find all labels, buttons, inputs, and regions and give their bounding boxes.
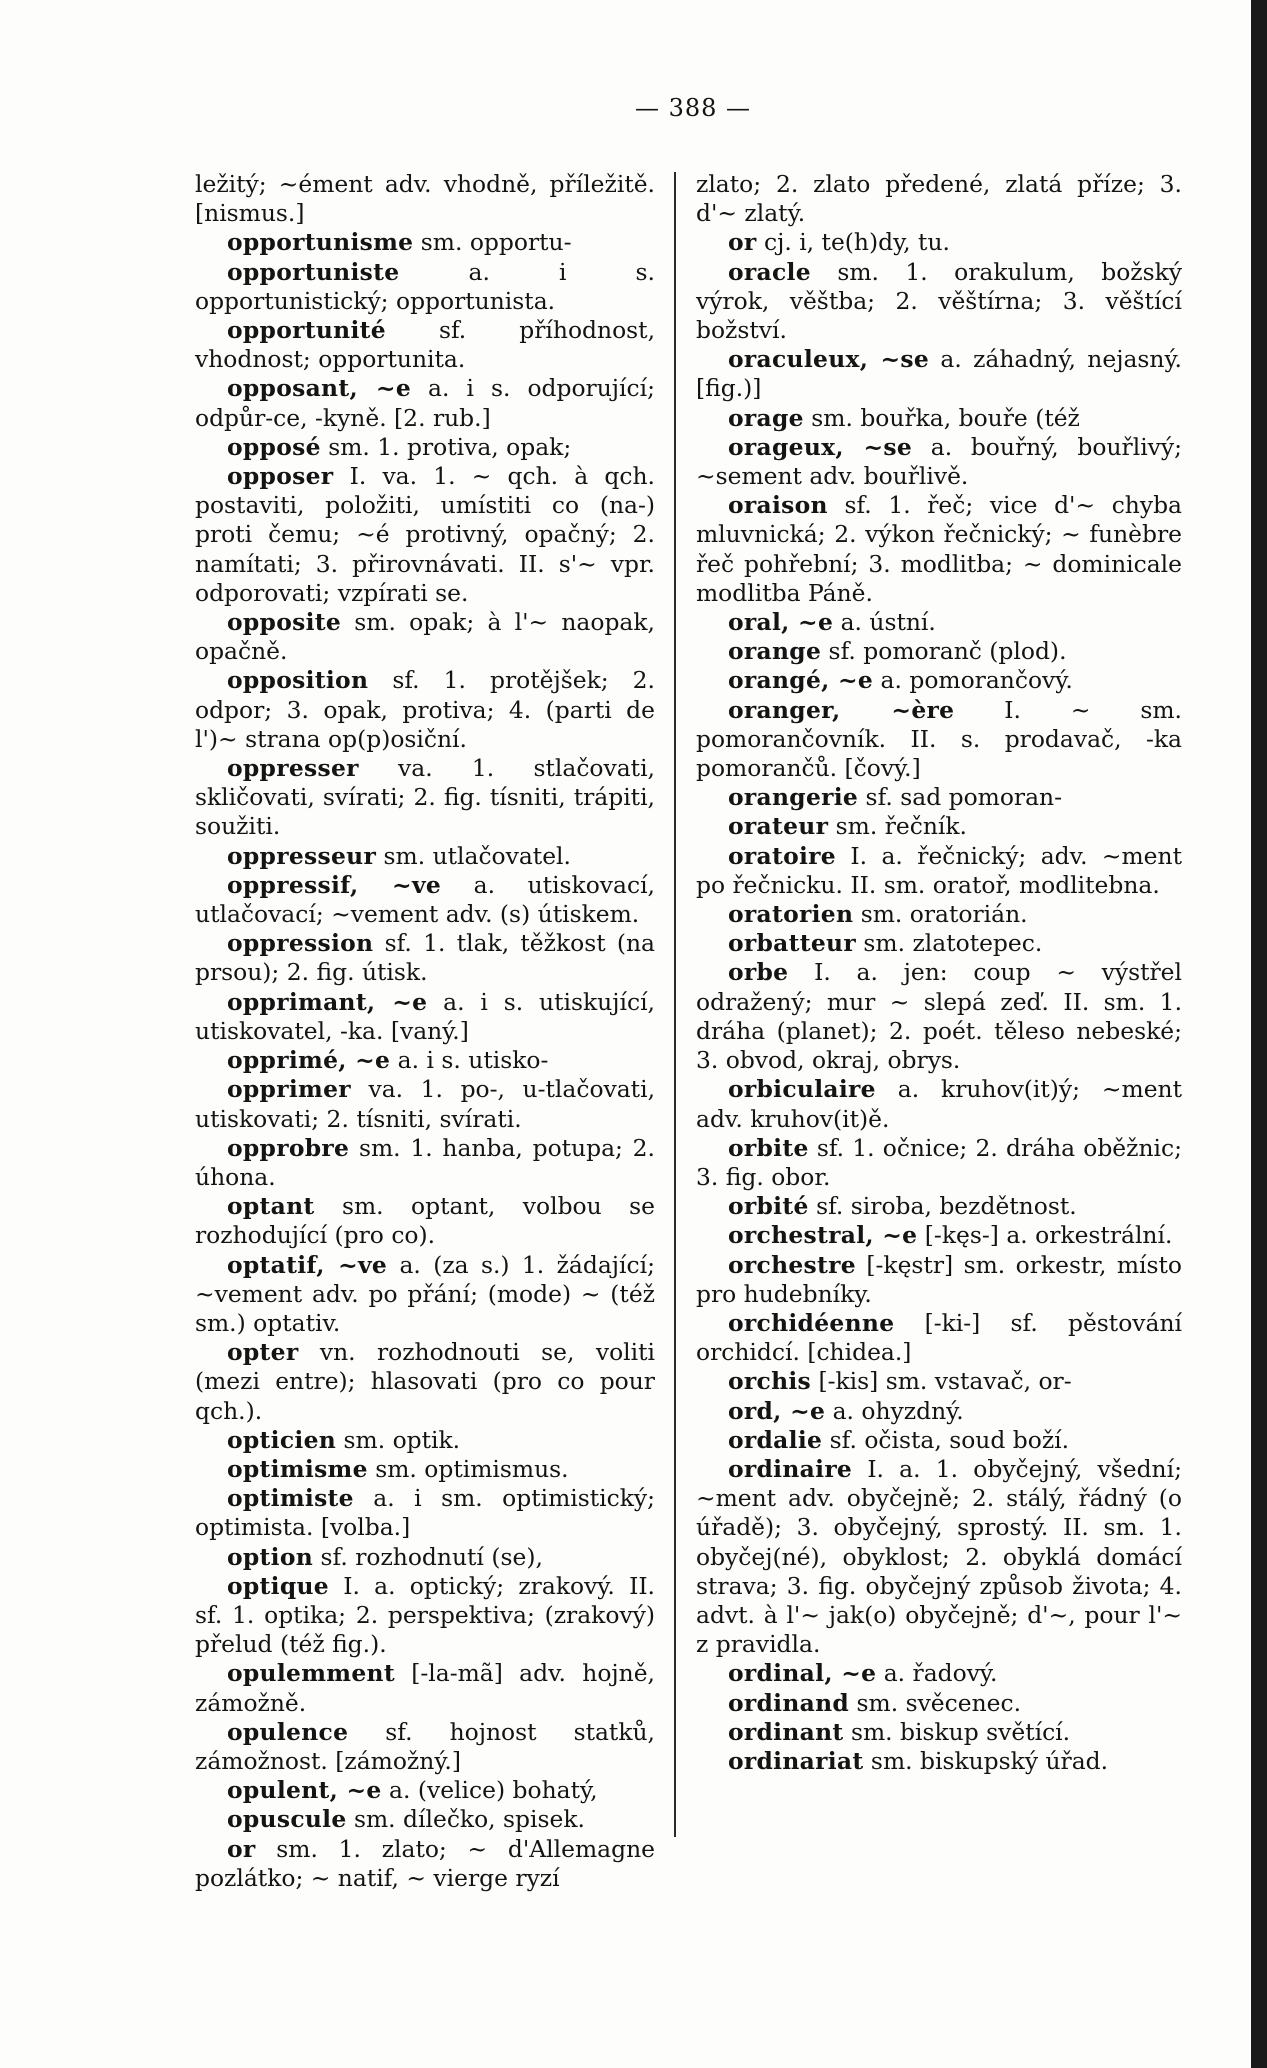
entry-definition: sm. opportu- bbox=[413, 228, 572, 257]
dictionary-entry bbox=[195, 666, 655, 754]
dictionary-entry bbox=[195, 871, 655, 929]
dictionary-entry bbox=[195, 433, 655, 462]
dictionary-entry bbox=[696, 1455, 1182, 1659]
dictionary-entry bbox=[195, 929, 655, 987]
entry-definition: sm. řečník. bbox=[828, 812, 967, 841]
entry-definition: a. i s. odporující; odpůr-ce, -kyně. [2. rub.] bbox=[195, 374, 655, 432]
dictionary-entry bbox=[696, 783, 1182, 812]
entry-definition: a. ohyzdný. bbox=[825, 1396, 964, 1425]
entry-headword: ordinal, ~e bbox=[728, 1659, 877, 1688]
entry-headword: orchis bbox=[728, 1367, 812, 1396]
entry-headword: optimisme bbox=[227, 1454, 368, 1483]
entry-headword: orchidéenne bbox=[728, 1308, 895, 1337]
right-column bbox=[696, 170, 1182, 1776]
entry-headword: opposite bbox=[227, 608, 342, 637]
entry-headword: opposer bbox=[227, 462, 334, 491]
entry-headword: opposé bbox=[227, 432, 321, 461]
entry-headword: orbite bbox=[728, 1133, 809, 1162]
entry-headword: oppression bbox=[227, 929, 374, 958]
entry-definition: sm. 1. orakulum, božský výrok, věštba; 2. věštírna; 3. věštící božství. bbox=[696, 257, 1182, 345]
entry-headword: orchestre bbox=[728, 1250, 856, 1279]
entry-headword: oppresseur bbox=[227, 841, 377, 870]
entry-headword: oracle bbox=[728, 257, 811, 286]
dictionary-entry bbox=[696, 1367, 1182, 1396]
entry-definition: sm. zlatotepec. bbox=[855, 929, 1043, 958]
entry-headword: oraculeux, ~se bbox=[728, 345, 930, 374]
entry-headword: orangerie bbox=[728, 783, 859, 812]
entry-headword: orbité bbox=[728, 1192, 809, 1221]
dictionary-entry bbox=[696, 258, 1182, 346]
entry-definition: vn. rozhodnouti se, voliti (mezi entre); hlasovati (pro co pour qch.). bbox=[195, 1338, 655, 1425]
dictionary-entry bbox=[195, 462, 655, 608]
entry-definition: sf. 1. očnice; 2. dráha oběžnic; 3. fig. obor. bbox=[696, 1133, 1182, 1191]
entry-headword: or bbox=[227, 1834, 256, 1863]
dictionary-entry bbox=[696, 812, 1182, 841]
dictionary-entry bbox=[696, 637, 1182, 666]
entry-headword: opposition bbox=[227, 666, 369, 695]
column-divider bbox=[674, 172, 676, 1837]
entry-definition: sf. pomoranč (plod). bbox=[821, 637, 1067, 666]
entry-headword: or bbox=[728, 228, 757, 257]
dictionary-entry bbox=[195, 1659, 655, 1717]
entry-headword: oratorien bbox=[728, 900, 854, 929]
entry-definition: sf. 1. tlak, těžkost (na prsou); 2. fig. útisk. bbox=[195, 929, 655, 987]
dictionary-entry bbox=[696, 929, 1182, 958]
entry-definition: sf. 1. protějšek; 2. odpor; 3. opak, protiva; 4. (parti de l')~ strana op(p)osiční. bbox=[195, 666, 655, 753]
dictionary-entry bbox=[696, 608, 1182, 637]
entry-headword: opportunisme bbox=[227, 228, 414, 257]
page-number: — 388 — bbox=[634, 94, 752, 122]
entry-headword: orateur bbox=[728, 812, 829, 841]
dictionary-entry bbox=[195, 1835, 655, 1893]
entry-definition: a. záhadný, nejasný. [fig.)] bbox=[696, 345, 1182, 403]
dictionary-entry bbox=[195, 1192, 655, 1250]
entry-headword: opprobre bbox=[227, 1133, 350, 1162]
entry-definition: a. i s. opportunistický; opportunista. bbox=[195, 257, 655, 315]
scan-edge bbox=[1251, 0, 1267, 2068]
dictionary-entry bbox=[696, 900, 1182, 929]
entry-headword: oranger, ~ère bbox=[728, 695, 955, 724]
dictionary-entry bbox=[696, 1397, 1182, 1426]
entry-headword: option bbox=[227, 1542, 314, 1571]
entry-definition: sm. utlačovatel. bbox=[376, 841, 571, 870]
entry-definition: a. pomorančový. bbox=[873, 666, 1073, 695]
dictionary-entry bbox=[195, 1251, 655, 1339]
entry-definition: a. i sm. optimistický; optimista. [volba.] bbox=[195, 1484, 655, 1542]
dictionary-entry bbox=[195, 754, 655, 842]
entry-headword: ordalie bbox=[728, 1425, 823, 1454]
dictionary-entry bbox=[195, 1426, 655, 1455]
entry-headword: optique bbox=[227, 1571, 329, 1600]
entry-definition: I. va. 1. ~ qch. à qch. postaviti, položiti, umístiti co (na-) proti čemu; ~é protivný, opačný; 2. namítati; 3. přirovnávati. II. s'~ vpr. odporovati; vzpírati se. bbox=[195, 462, 655, 607]
dictionary-entry bbox=[696, 345, 1182, 403]
entry-headword: oratoire bbox=[728, 841, 836, 870]
dictionary-entry bbox=[195, 608, 655, 666]
entry-headword: orchestral, ~e bbox=[728, 1221, 918, 1250]
entry-headword: ord, ~e bbox=[728, 1396, 826, 1425]
entry-definition: sm. optik. bbox=[336, 1425, 461, 1454]
entry-headword: opter bbox=[227, 1338, 299, 1367]
dictionary-entry bbox=[696, 433, 1182, 491]
dictionary-entry bbox=[696, 696, 1182, 784]
dictionary-entry bbox=[195, 1455, 655, 1484]
dictionary-entry bbox=[696, 1718, 1182, 1747]
entry-headword: ordinaire bbox=[728, 1454, 853, 1483]
left-column bbox=[195, 170, 655, 1893]
entry-definition: sm. biskupský úřad. bbox=[863, 1746, 1109, 1775]
entry-headword: orange bbox=[728, 637, 822, 666]
entry-headword: opulemment bbox=[227, 1659, 395, 1688]
entry-headword: orageux, ~se bbox=[728, 432, 913, 461]
dictionary-entry bbox=[195, 374, 655, 432]
entry-definition: sm. biskup světící. bbox=[843, 1717, 1071, 1746]
dictionary-entry bbox=[696, 1251, 1182, 1309]
entry-definition: [-kęstr] sm. orkestr, místo pro hudebníky. bbox=[696, 1250, 1182, 1308]
entry-headword: optatif, ~ve bbox=[227, 1250, 388, 1279]
dictionary-entry bbox=[195, 170, 655, 228]
entry-definition: sm. 1. zlato; ~ d'Allemagne pozlátko; ~ natif, ~ vierge ryzí bbox=[195, 1834, 655, 1892]
entry-definition: sf. očista, soud boží. bbox=[822, 1425, 1070, 1454]
dictionary-entry bbox=[195, 228, 655, 257]
entry-definition: I. a. 1. obyčejný, všední; ~ment adv. obyčejně; 2. stálý, řádný (o úřadě); 3. obyčejný, sprostý. II. sm. 1. obyčej(né), obyklost; 2. obyklá domácí strava; 3. fig. obyčejný způsob života; 4. advt. à l'~ jak(o) obyčejně; d'~, pour l'~ z pravidla. bbox=[696, 1454, 1182, 1659]
entry-headword: opprimant, ~e bbox=[227, 987, 428, 1016]
entry-definition: sm. optant, volbou se rozhodující (pro co). bbox=[195, 1192, 655, 1250]
entry-headword: opprimer bbox=[227, 1075, 351, 1104]
dictionary-entry bbox=[696, 228, 1182, 257]
entry-definition: sf. hojnost statků, zámožnost. [zámožný.] bbox=[195, 1717, 655, 1775]
entry-definition: sf. rozhodnutí (se), bbox=[313, 1542, 543, 1571]
dictionary-entry bbox=[696, 1134, 1182, 1192]
dictionary-entry bbox=[696, 1192, 1182, 1221]
dictionary-entry bbox=[195, 1134, 655, 1192]
entry-definition: a. utiskovací, utlačovací; ~vement adv. (s) útiskem. bbox=[195, 870, 655, 929]
entry-headword: ordinand bbox=[728, 1688, 850, 1717]
entry-definition: sf. 1. řeč; vice d'~ chyba mluvnická; 2. výkon řečnický; ~ funèbre řeč pohřební; 3. modlitba; ~ dominicale modlitba Páně. bbox=[696, 491, 1182, 607]
entry-definition: sm. svěcenec. bbox=[849, 1688, 1022, 1717]
entry-definition: sf. příhodnost, vhodnost; opportunita. bbox=[195, 316, 655, 374]
entry-definition: a. (velice) bohatý, bbox=[381, 1776, 598, 1805]
entry-headword: ordinariat bbox=[728, 1746, 864, 1775]
entry-headword: opposant, ~e bbox=[227, 374, 412, 403]
entry-definition: I. ~ sm. pomorančovník. II. s. prodavač, -ka pomorančů. [čový.] bbox=[696, 695, 1182, 783]
dictionary-entry bbox=[195, 258, 655, 316]
entry-headword: oppresser bbox=[227, 754, 359, 783]
entry-definition: sm. opak; à l'~ naopak, opačně. bbox=[195, 608, 655, 666]
entry-headword: opportunité bbox=[227, 316, 386, 345]
dictionary-entry bbox=[696, 1309, 1182, 1367]
dictionary-entry bbox=[696, 1689, 1182, 1718]
entry-headword: opuscule bbox=[227, 1805, 347, 1834]
entry-headword: orbe bbox=[728, 958, 789, 987]
dictionary-entry bbox=[696, 842, 1182, 900]
entry-definition: [-kęs-] a. orkestrální. bbox=[917, 1221, 1173, 1250]
entry-definition: sm. optimismus. bbox=[367, 1454, 569, 1483]
entry-definition: [-ki-] sf. pěstování orchidcí. [chidea.] bbox=[696, 1308, 1182, 1367]
dictionary-entry bbox=[195, 1805, 655, 1834]
entry-definition: a. bouřný, bouřlivý; ~sement adv. bouřlivě. bbox=[696, 432, 1182, 491]
dictionary-entry bbox=[696, 170, 1182, 228]
entry-definition: [-kis] sm. vstavač, or- bbox=[811, 1367, 1072, 1396]
entry-definition: sm. bouřka, bouře (též bbox=[803, 403, 1080, 432]
entry-headword: orage bbox=[728, 403, 804, 432]
dictionary-entry bbox=[696, 1659, 1182, 1688]
dictionary-entry bbox=[195, 1075, 655, 1133]
entry-headword: oral, ~e bbox=[728, 608, 834, 637]
entry-definition: sm. oratorián. bbox=[853, 900, 1028, 929]
dictionary-entry bbox=[696, 404, 1182, 433]
entry-definition: a. ústní. bbox=[833, 608, 936, 637]
entry-definition: [-la-mã] adv. hojně, zámožně. bbox=[195, 1659, 655, 1717]
entry-headword: opprimé, ~e bbox=[227, 1046, 391, 1075]
dictionary-entry bbox=[195, 1046, 655, 1075]
dictionary-entry bbox=[195, 1776, 655, 1805]
entry-headword: oraison bbox=[728, 491, 828, 520]
dictionary-entry bbox=[195, 988, 655, 1046]
entry-definition: a. kruhov(it)ý; ~ment adv. kruhov(it)ě. bbox=[696, 1075, 1182, 1133]
entry-definition: a. (za s.) 1. žádající; ~vement adv. po přání; (mode) ~ (též sm.) optativ. bbox=[195, 1250, 655, 1337]
dictionary-entry bbox=[195, 316, 655, 374]
entry-headword: opulence bbox=[227, 1717, 349, 1746]
entry-definition: zlato; 2. zlato předené, zlatá příze; 3. d'~ zlatý. bbox=[696, 170, 1182, 228]
dictionary-entry bbox=[195, 1338, 655, 1426]
dictionary-entry bbox=[195, 1484, 655, 1542]
entry-definition: I. a. řečnický; adv. ~ment po řečnicku. II. sm. oratoř, modlitebna. bbox=[696, 841, 1182, 899]
entry-definition: sf. siroba, bezdětnost. bbox=[808, 1192, 1077, 1221]
entry-definition: ležitý; ~ément adv. vhodně, příležitě. [nismus.] bbox=[195, 170, 655, 228]
entry-definition: I. a. jen: coup ~ výstřel odražený; mur ~ slepá zeď. II. sm. 1. dráha (planet); 2. poét. těleso nebeské; 3. obvod, okraj, obrys. bbox=[696, 958, 1182, 1075]
dictionary-entry bbox=[696, 1075, 1182, 1133]
entry-definition: a. řadový. bbox=[876, 1659, 998, 1688]
entry-definition: a. i s. utiskující, utiskovatel, -ka. [vaný.] bbox=[195, 987, 655, 1045]
entry-definition: cj. i, te(h)dy, tu. bbox=[756, 228, 950, 257]
entry-headword: opticien bbox=[227, 1425, 337, 1454]
entry-headword: orbiculaire bbox=[728, 1075, 876, 1104]
entry-definition: a. i s. utisko- bbox=[390, 1046, 549, 1075]
entry-definition: sm. dílečko, spisek. bbox=[346, 1805, 585, 1834]
entry-headword: ordinant bbox=[728, 1717, 844, 1746]
dictionary-entry bbox=[696, 958, 1182, 1075]
entry-headword: orangé, ~e bbox=[728, 666, 874, 695]
dictionary-entry bbox=[696, 1426, 1182, 1455]
entry-definition: sm. 1. hanba, potupa; 2. úhona. bbox=[195, 1133, 655, 1191]
dictionary-entry bbox=[195, 1572, 655, 1660]
dictionary-entry bbox=[696, 666, 1182, 695]
entry-definition: sf. sad pomoran- bbox=[858, 783, 1063, 812]
entry-headword: optimiste bbox=[227, 1484, 354, 1513]
dictionary-entry bbox=[195, 1543, 655, 1572]
entry-definition: va. 1. stlačovati, skličovati, svírati; 2. fig. tísniti, trápiti, soužiti. bbox=[195, 754, 655, 841]
entry-definition: va. 1. po-, u-tlačovati, utiskovati; 2. tísniti, svírati. bbox=[195, 1075, 655, 1133]
entry-headword: opulent, ~e bbox=[227, 1776, 382, 1805]
dictionary-entry bbox=[195, 1718, 655, 1776]
entry-headword: orbatteur bbox=[728, 929, 856, 958]
dictionary-entry bbox=[696, 1221, 1182, 1250]
entry-definition: I. a. optický; zrakový. II. sf. 1. optika; 2. perspektiva; (zrakový) přelud (též fig.). bbox=[195, 1571, 655, 1659]
entry-definition: sm. 1. protiva, opak; bbox=[320, 432, 572, 461]
dictionary-entry bbox=[195, 842, 655, 871]
entry-headword: optant bbox=[227, 1192, 315, 1221]
entry-headword: oppressif, ~ve bbox=[227, 870, 442, 899]
dictionary-entry bbox=[696, 491, 1182, 608]
dictionary-entry bbox=[696, 1747, 1182, 1776]
entry-headword: opportuniste bbox=[227, 257, 400, 286]
